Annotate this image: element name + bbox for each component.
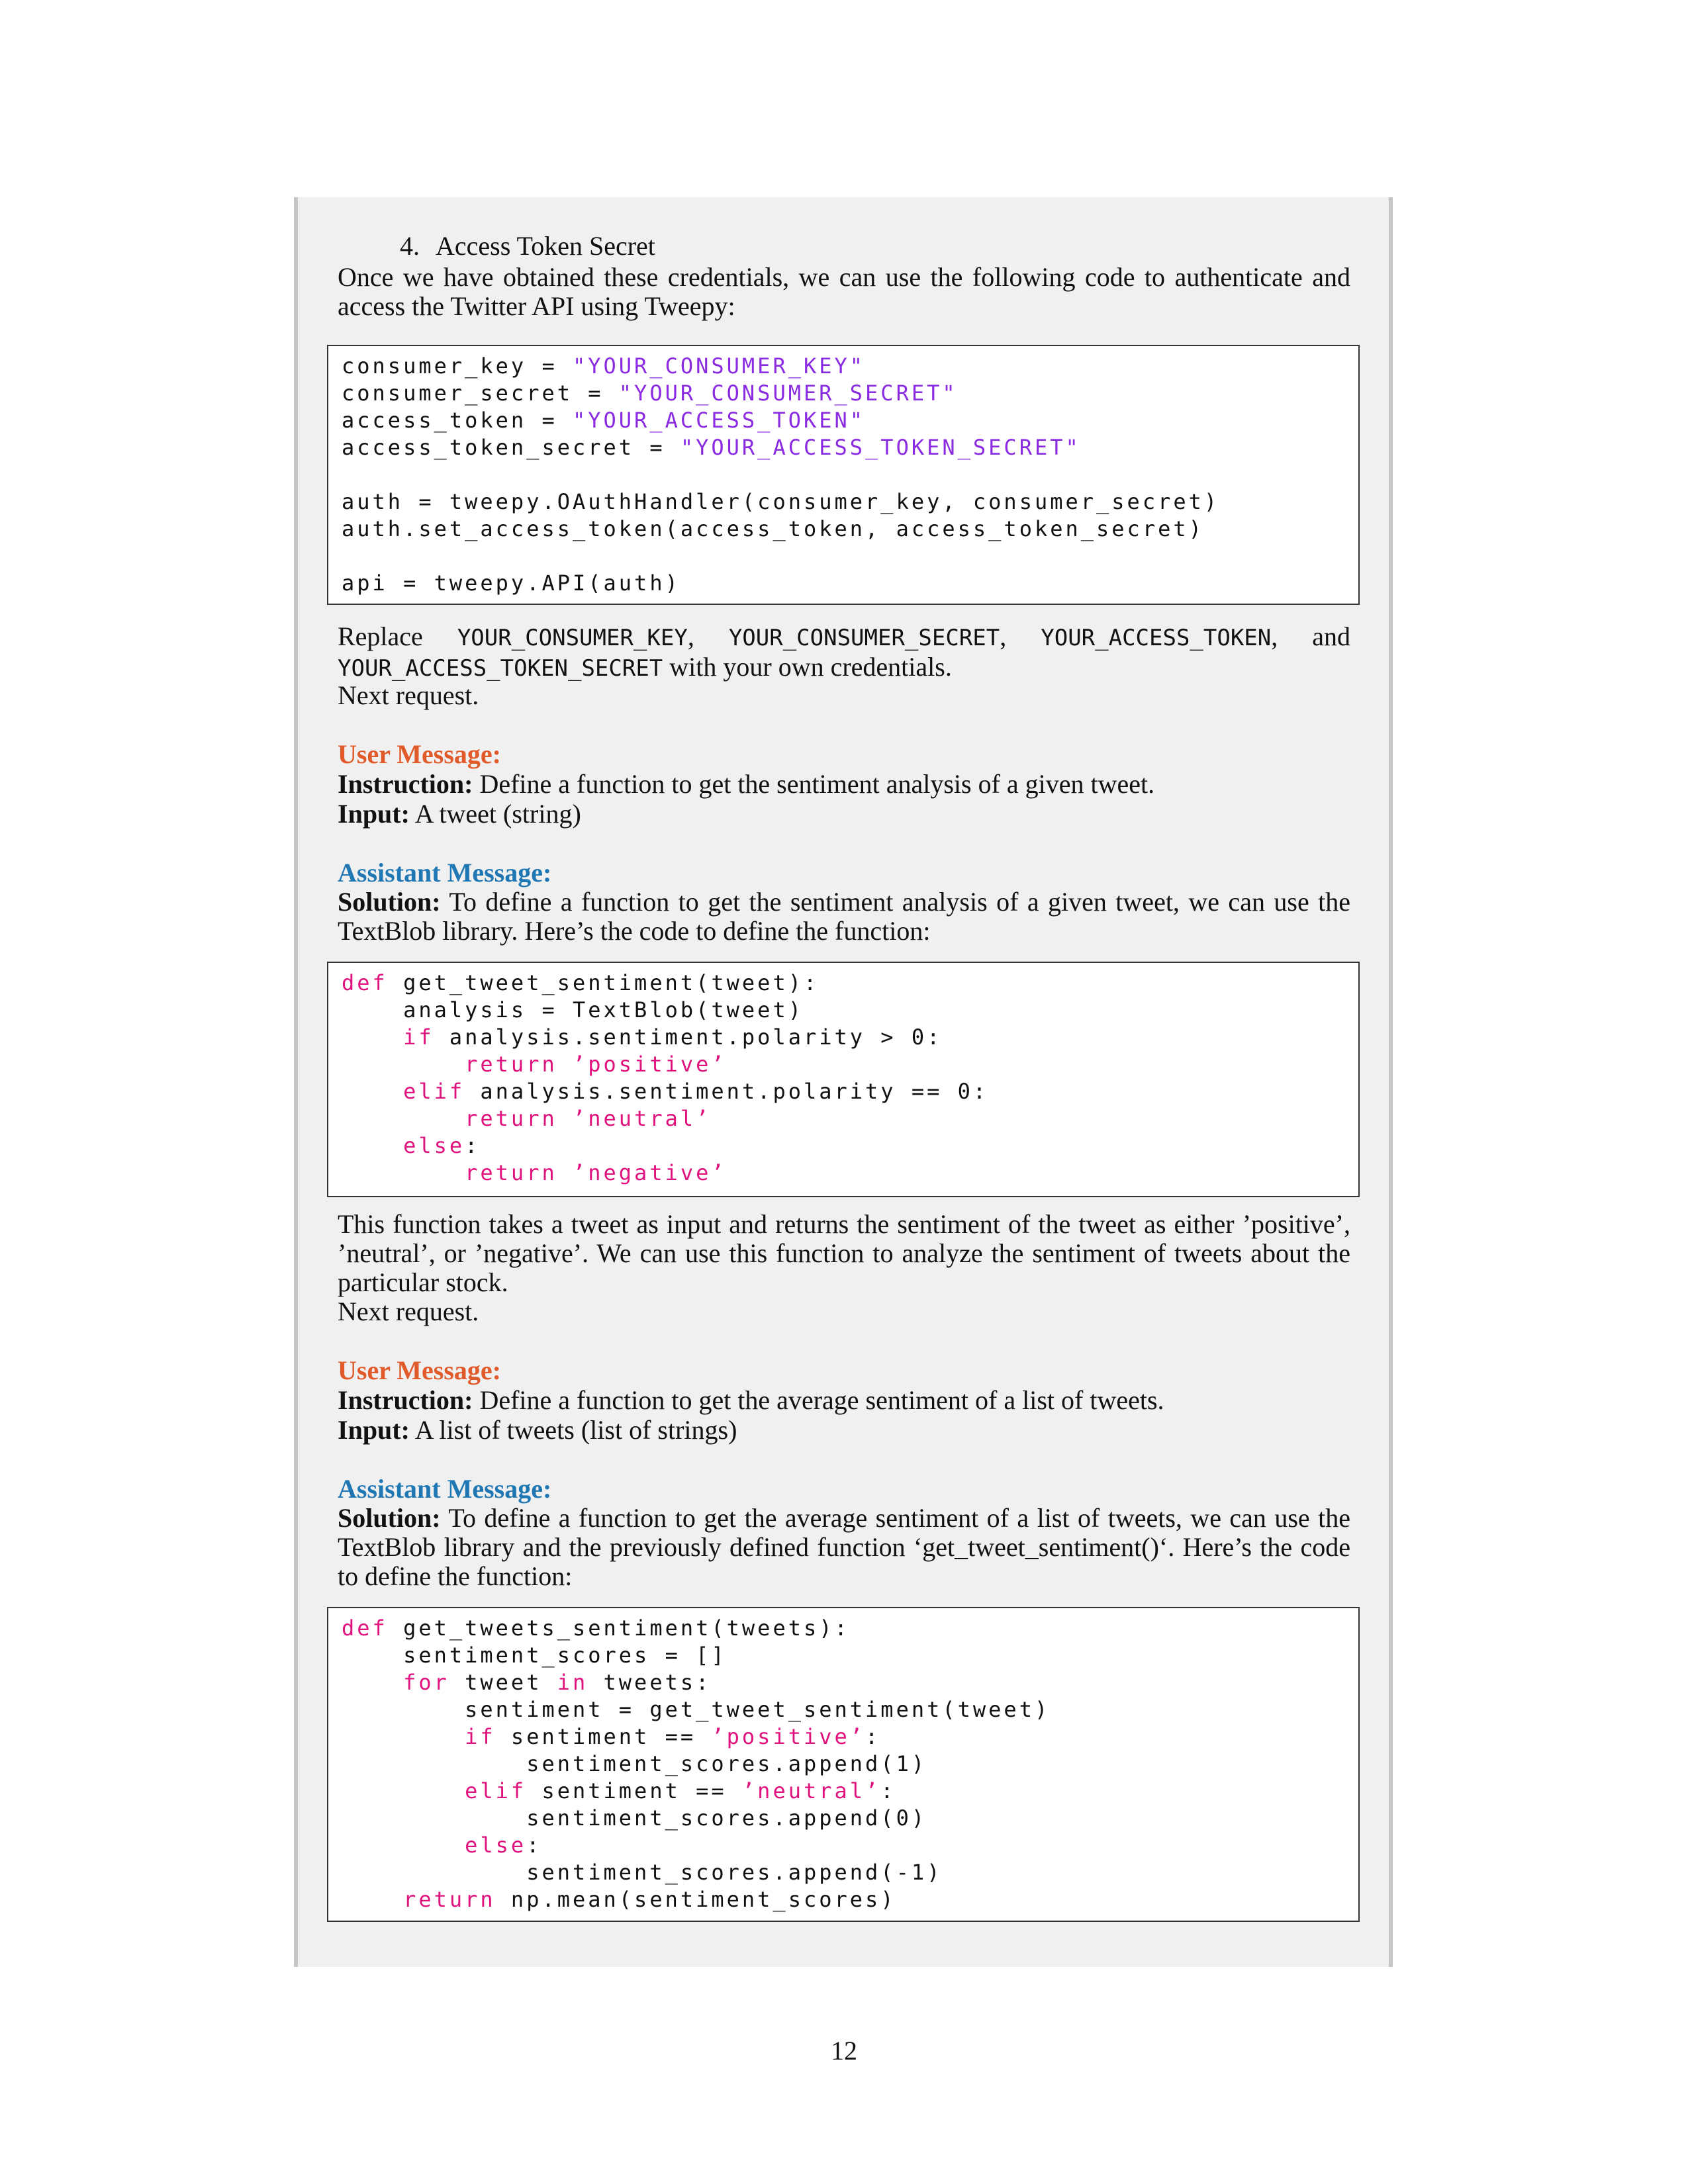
code-line: sentiment = get_tweet_sentiment(tweet) bbox=[342, 1697, 1051, 1722]
user-message-label: User Message: bbox=[338, 1355, 501, 1385]
instruction-line: Instruction: Define a function to get the average sentiment of a list of tweets. bbox=[338, 1385, 1164, 1415]
code-line: api = tweepy.API(auth) bbox=[342, 570, 680, 596]
assistant-message-label: Assistant Message: bbox=[338, 1474, 552, 1504]
code-line: sentiment_scores = [] bbox=[342, 1643, 727, 1668]
code-line: def get_tweet_sentiment(tweet): bbox=[342, 970, 820, 995]
intro-paragraph: Once we have obtained these credentials, we can use the following code to authenticate and access the Twitter API using Tweepy: bbox=[338, 262, 1350, 321]
input-line: Input: A list of tweets (list of strings) bbox=[338, 1415, 737, 1445]
code-line-blank bbox=[342, 461, 1358, 488]
code-line: sentiment_scores.append(-1) bbox=[342, 1860, 943, 1885]
code-line: if analysis.sentiment.polarity > 0: bbox=[403, 1024, 943, 1050]
solution-paragraph: Solution: To define a function to get the sentiment analysis of a given tweet, we can use the TextBlob library. Here’s the code to define the function: bbox=[338, 887, 1350, 946]
code-line: sentiment_scores.append(1) bbox=[342, 1751, 927, 1776]
code-line: if sentiment == ’positive’: bbox=[465, 1724, 881, 1749]
code-block-auth bbox=[327, 345, 1360, 605]
code-line: auth = tweepy.OAuthHandler(consumer_key, consumer_secret) bbox=[342, 489, 1220, 514]
input-line: Input: A tweet (string) bbox=[338, 799, 581, 829]
code-line: elif analysis.sentiment.polarity == 0: bbox=[403, 1079, 989, 1104]
list-number: 4. bbox=[400, 231, 420, 261]
list-text: Access Token Secret bbox=[436, 231, 655, 261]
code-block-sentiment bbox=[327, 962, 1360, 1197]
code-line: def get_tweets_sentiment(tweets): bbox=[342, 1615, 850, 1641]
code-line: elif sentiment == ’neutral’: bbox=[465, 1778, 896, 1803]
code-line: for tweet in tweets: bbox=[403, 1670, 712, 1695]
code-line: access_token = "YOUR_ACCESS_TOKEN" bbox=[342, 408, 866, 433]
instruction-line: Instruction: Define a function to get the sentiment analysis of a given tweet. bbox=[338, 769, 1155, 799]
code-line: analysis = TextBlob(tweet) bbox=[342, 997, 804, 1023]
code-line: return ’neutral’ bbox=[465, 1106, 712, 1131]
code-line: return np.mean(sentiment_scores) bbox=[403, 1887, 896, 1912]
code-line: access_token_secret = "YOUR_ACCESS_TOKEN_SECRET" bbox=[342, 435, 1081, 460]
assistant-message-label: Assistant Message: bbox=[338, 858, 552, 887]
list-item bbox=[400, 232, 655, 261]
explanation-paragraph: This function takes a tweet as input and returns the sentiment of the tweet as either ’positive’, ’neutral’, or ’negative’. We can use this function to analyze the sentiment of tweets about the particular stock. bbox=[338, 1209, 1350, 1297]
code-line: consumer_key = "YOUR_CONSUMER_KEY" bbox=[342, 353, 866, 379]
code-line: return ’positive’ bbox=[465, 1052, 727, 1077]
code-line: consumer_secret = "YOUR_CONSUMER_SECRET" bbox=[342, 381, 958, 406]
code-line: return ’negative’ bbox=[465, 1160, 727, 1185]
user-message-label: User Message: bbox=[338, 739, 501, 769]
code-block-average-sentiment bbox=[327, 1607, 1360, 1922]
page-number: 12 bbox=[831, 2036, 857, 2066]
solution-paragraph: Solution: To define a function to get the average sentiment of a list of tweets, we can use the TextBlob library and the previously defined function ‘get_tweet_sentiment()‘. Here’s the code to define the function: bbox=[338, 1503, 1350, 1591]
replace-paragraph: Replace YOUR_CONSUMER_KEY, YOUR_CONSUMER_SECRET, YOUR_ACCESS_TOKEN, and YOUR_ACCESS_TOKEN_SECRET with your own credentials. bbox=[338, 621, 1351, 682]
code-line-blank bbox=[342, 543, 1358, 570]
code-line: auth.set_access_token(access_token, access_token_secret) bbox=[342, 516, 1204, 541]
next-request-text: Next request. bbox=[338, 680, 479, 710]
code-line: else: bbox=[403, 1133, 481, 1158]
next-request-text: Next request. bbox=[338, 1297, 479, 1326]
code-line: else: bbox=[465, 1833, 542, 1858]
code-line: sentiment_scores.append(0) bbox=[342, 1805, 927, 1831]
